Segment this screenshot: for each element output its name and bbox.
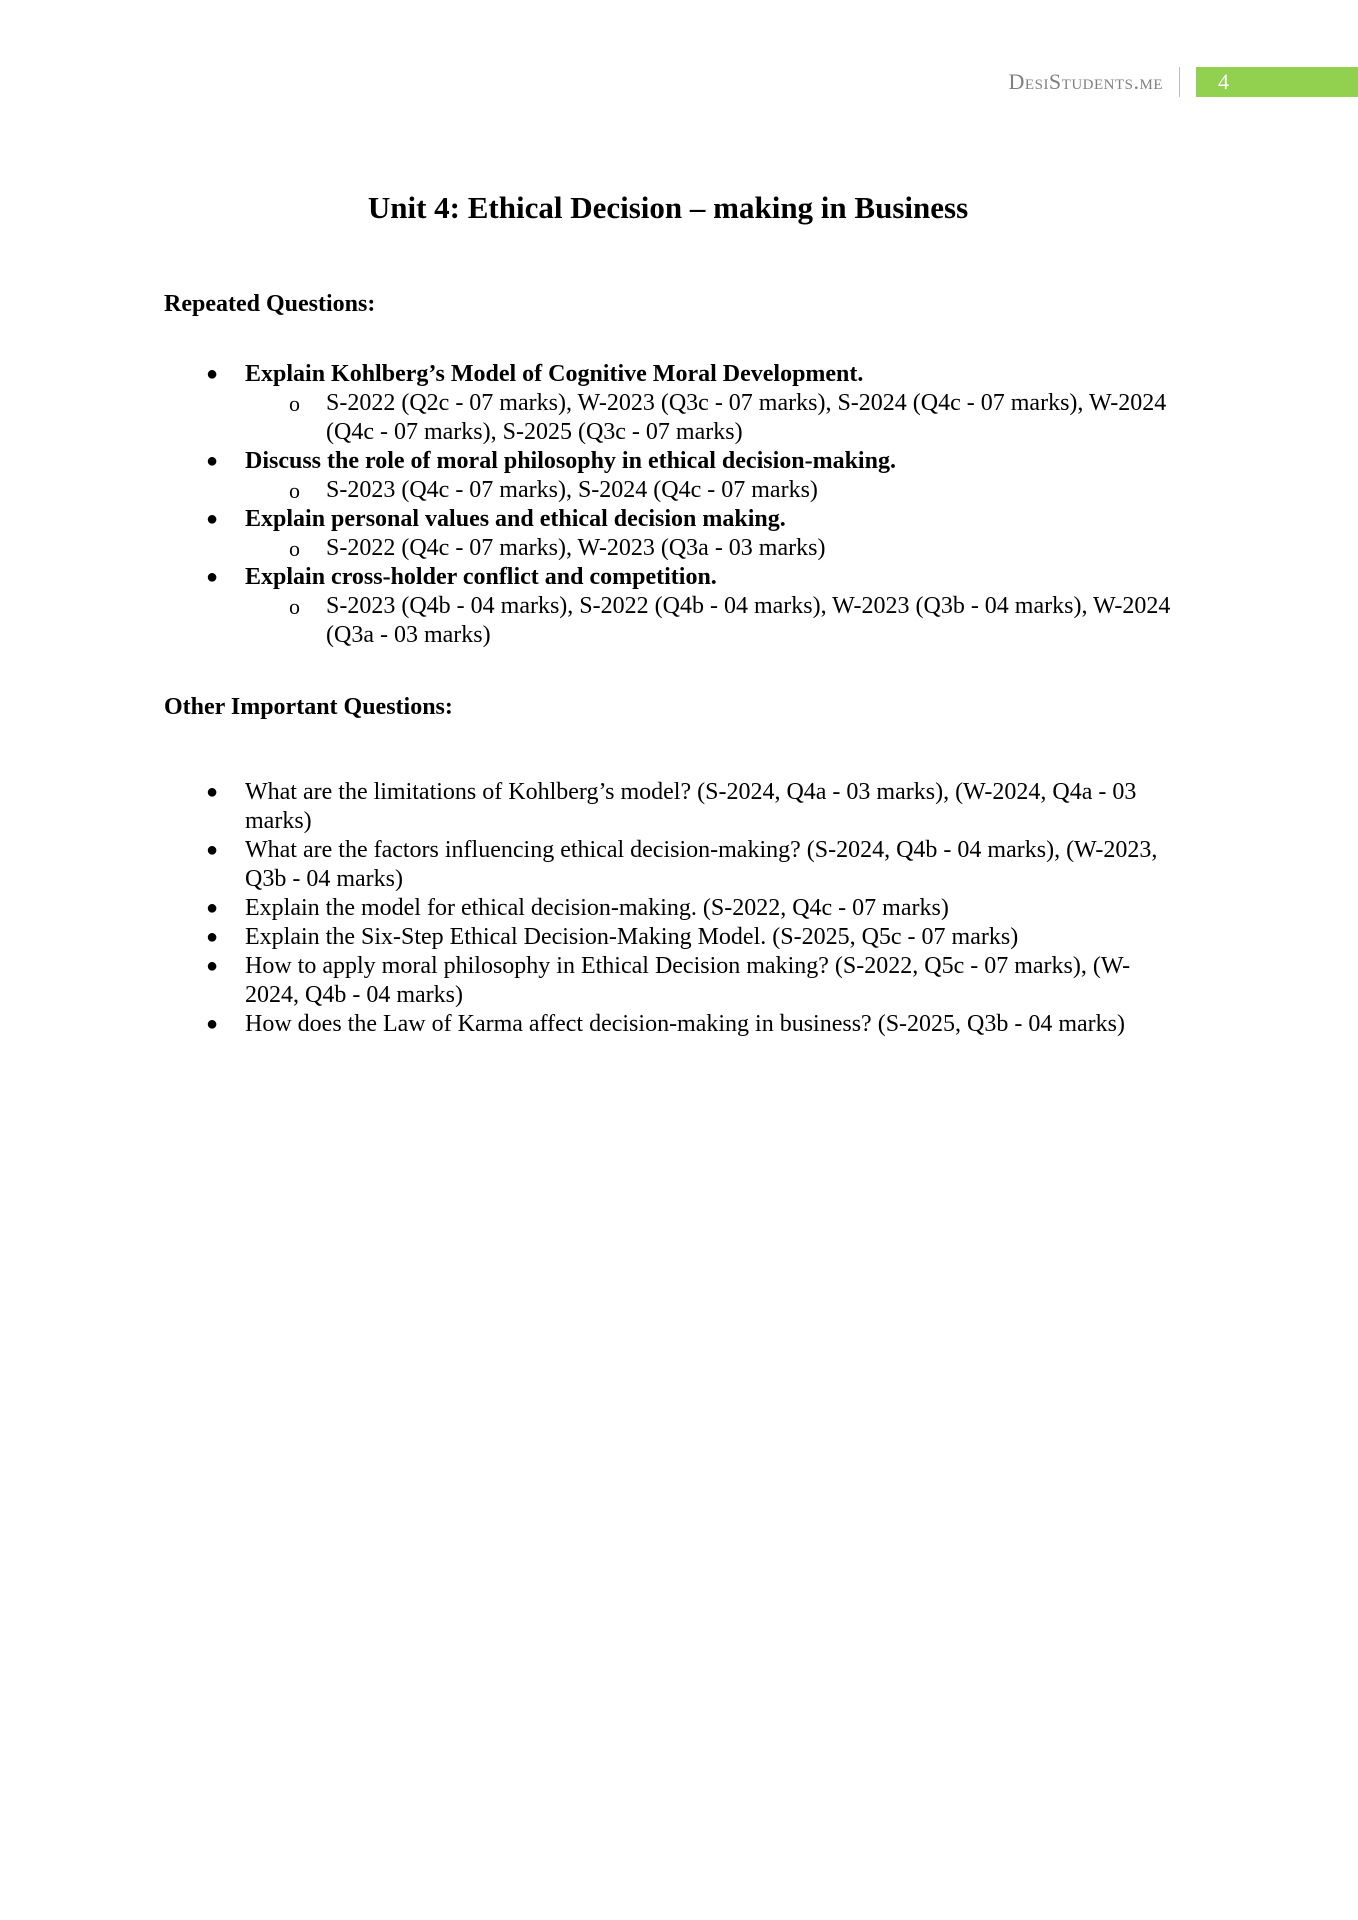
question-text: Explain the Six-Step Ethical Decision-Making Model. (S-2025, Q5c - 07 marks)	[245, 924, 1019, 950]
reference-text: S-2023 (Q4c - 07 marks), S-2024 (Q4c - 07 marks)	[326, 477, 818, 503]
bullet-icon: ●	[206, 508, 219, 530]
site-brand: DesiStudents.me	[1009, 67, 1180, 97]
exam-references	[245, 534, 1164, 563]
bullet-icon: ●	[206, 450, 219, 472]
circle-bullet-icon: o	[289, 391, 300, 416]
other-questions-list	[164, 778, 1204, 1039]
repeated-questions-section	[164, 291, 1204, 650]
bullet-icon: ●	[206, 926, 219, 948]
exam-references	[245, 476, 1164, 505]
list-item	[164, 505, 1164, 563]
question-text: How to apply moral philosophy in Ethical Decision making? (S-2022, Q5c - 07 marks), (W-2024, Q4b - 04 marks)	[245, 953, 1131, 1008]
page-header	[1009, 67, 1358, 97]
exam-references	[245, 592, 1171, 650]
question-text: Explain personal values and ethical decision making.	[245, 506, 786, 532]
question-text: Discuss the role of moral philosophy in ethical decision-making.	[245, 448, 896, 474]
list-item	[164, 894, 1164, 923]
bullet-icon: ●	[206, 566, 219, 588]
list-item	[164, 360, 1167, 447]
reference-text: S-2023 (Q4b - 04 marks), S-2022 (Q4b - 04 marks), W-2023 (Q3b - 04 marks), W-2024 (Q3a - 03 marks)	[326, 593, 1171, 648]
list-item	[245, 389, 1185, 447]
question-text: What are the limitations of Kohlberg’s model? (S-2024, Q4a - 03 marks), (W-2024, Q4a - 03 marks)	[245, 779, 1137, 834]
question-text: Explain Kohlberg’s Model of Cognitive Moral Development.	[245, 361, 864, 387]
question-text: Explain the model for ethical decision-making. (S-2022, Q4c - 07 marks)	[245, 895, 949, 921]
list-item	[164, 952, 1164, 1010]
exam-references	[245, 389, 1167, 447]
reference-text: S-2022 (Q2c - 07 marks), W-2023 (Q3c - 07 marks), S-2024 (Q4c - 07 marks), W-2024 (Q4c - 07 marks), S-2025 (Q3c - 07 marks)	[326, 390, 1167, 445]
list-item	[164, 836, 1164, 894]
list-item	[245, 592, 1185, 650]
bullet-icon: ●	[206, 363, 219, 385]
circle-bullet-icon: o	[289, 536, 300, 561]
list-item	[245, 476, 1185, 505]
circle-bullet-icon: o	[289, 594, 300, 619]
other-questions-heading: Other Important Questions:	[164, 694, 453, 720]
question-text: Explain cross-holder conflict and competition.	[245, 564, 717, 590]
question-text: What are the factors influencing ethical decision-making? (S-2024, Q4b - 04 marks), (W-2023, Q3b - 04 marks)	[245, 837, 1158, 892]
list-item	[164, 563, 1171, 650]
list-item	[164, 923, 1164, 952]
reference-text: S-2022 (Q4c - 07 marks), W-2023 (Q3a - 03 marks)	[326, 535, 826, 561]
bullet-icon: ●	[206, 955, 219, 977]
repeated-questions-heading: Repeated Questions:	[164, 291, 376, 317]
unit-title: Unit 4: Ethical Decision – making in Business	[367, 190, 969, 225]
repeated-questions-list	[164, 360, 1204, 650]
circle-bullet-icon: o	[289, 478, 300, 503]
list-item	[164, 1010, 1164, 1039]
list-item	[245, 534, 1185, 563]
question-text: How does the Law of Karma affect decision-making in business? (S-2025, Q3b - 04 marks)	[245, 1011, 1126, 1037]
other-questions-section	[164, 694, 1204, 1039]
bullet-icon: ●	[206, 1013, 219, 1035]
list-item	[164, 778, 1164, 836]
bullet-icon: ●	[206, 781, 219, 803]
bullet-icon: ●	[206, 839, 219, 861]
bullet-icon: ●	[206, 897, 219, 919]
page-number-badge: 4	[1196, 67, 1358, 97]
list-item	[164, 447, 1164, 505]
